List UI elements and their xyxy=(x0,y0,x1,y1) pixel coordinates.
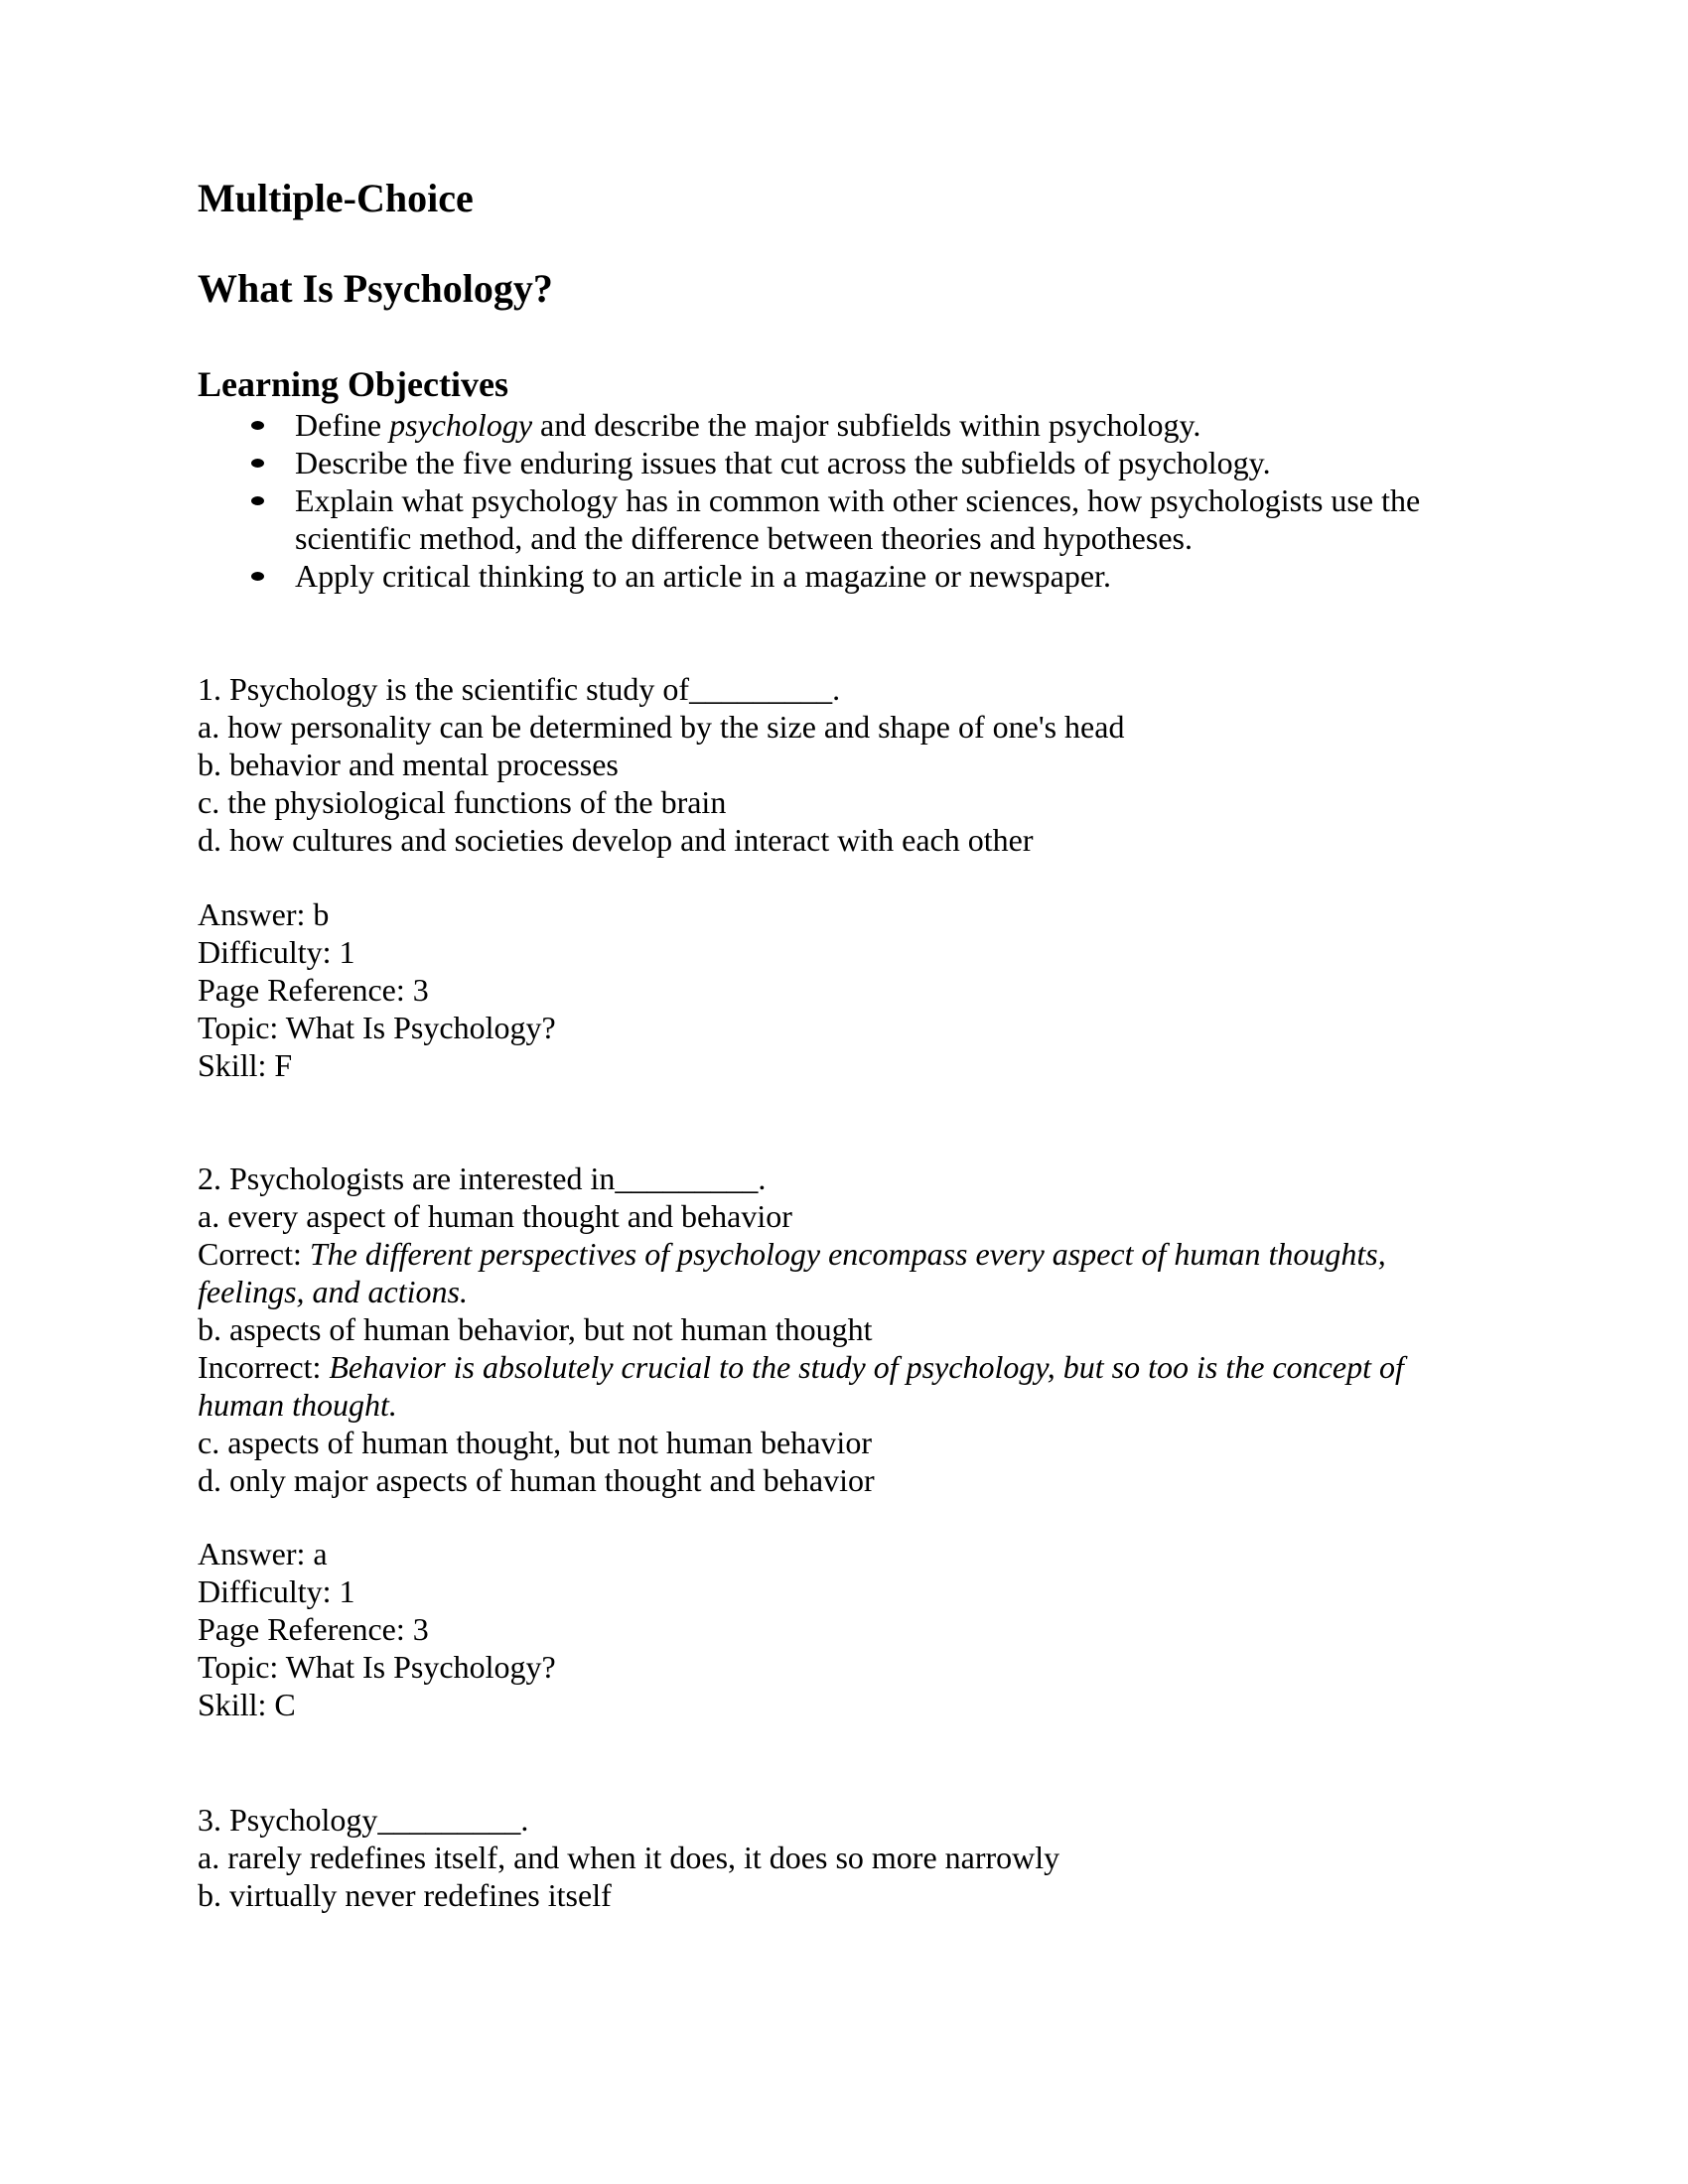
bullet-icon xyxy=(251,496,264,505)
option-b: b. behavior and mental processes xyxy=(198,747,619,782)
topic: Topic: What Is Psychology? xyxy=(198,1010,556,1045)
page-reference: Page Reference: 3 xyxy=(198,972,429,1008)
bullet-icon xyxy=(251,459,264,468)
feedback-a: Correct: The different perspectives of psychology encompass every aspect of human thoughts, feelings, and actions. xyxy=(198,1236,1386,1309)
option-c: c. aspects of human thought, but not human behavior xyxy=(198,1425,872,1460)
question-1-meta xyxy=(198,895,556,1084)
option-b: b. virtually never redefines itself xyxy=(198,1877,612,1913)
difficulty: Difficulty: 1 xyxy=(198,1573,355,1609)
difficulty: Difficulty: 1 xyxy=(198,934,355,970)
objective-item: Define psychology and describe the major subfields within psychology. xyxy=(295,406,1536,444)
question-2 xyxy=(198,1160,1449,1499)
option-a: a. how personality can be determined by the size and shape of one's head xyxy=(198,709,1125,745)
feedback-b: Incorrect: Behavior is absolutely crucial to the study of psychology, but so too is the concept of human thought. xyxy=(198,1349,1404,1423)
answer: Answer: b xyxy=(198,896,330,932)
objective-item: Apply critical thinking to an article in a magazine or newspaper. xyxy=(295,557,1536,595)
question-stem: 3. Psychology_________. xyxy=(198,1802,529,1838)
objectives-heading: Learning Objectives xyxy=(198,364,508,404)
question-stem: 1. Psychology is the scientific study of_________. xyxy=(198,671,841,707)
objective-item: Explain what psychology has in common with other sciences, how psychologists use the scientific method, and the difference between theories and hypotheses. xyxy=(295,481,1536,557)
question-1 xyxy=(198,670,1124,859)
objective-item: Describe the five enduring issues that cut across the subfields of psychology. xyxy=(295,444,1536,481)
question-2-meta xyxy=(198,1535,556,1723)
option-d: d. how cultures and societies develop and interact with each other xyxy=(198,822,1034,858)
bullet-icon xyxy=(251,421,264,430)
answer: Answer: a xyxy=(198,1536,328,1571)
page-reference: Page Reference: 3 xyxy=(198,1611,429,1647)
skill: Skill: C xyxy=(198,1687,296,1722)
section-heading: What Is Psychology? xyxy=(198,266,553,311)
option-b: b. aspects of human behavior, but not human thought xyxy=(198,1311,873,1347)
question-3 xyxy=(198,1801,1059,1914)
topic: Topic: What Is Psychology? xyxy=(198,1649,556,1685)
bullet-icon xyxy=(251,572,264,581)
option-a: a. rarely redefines itself, and when it does, it does so more narrowly xyxy=(198,1840,1060,1875)
option-c: c. the physiological functions of the brain xyxy=(198,784,727,820)
option-d: d. only major aspects of human thought and behavior xyxy=(198,1462,875,1498)
skill: Skill: F xyxy=(198,1047,293,1083)
doc-title: Multiple-Choice xyxy=(198,176,474,220)
question-stem: 2. Psychologists are interested in_________. xyxy=(198,1160,767,1196)
option-a: a. every aspect of human thought and behavior xyxy=(198,1198,792,1234)
